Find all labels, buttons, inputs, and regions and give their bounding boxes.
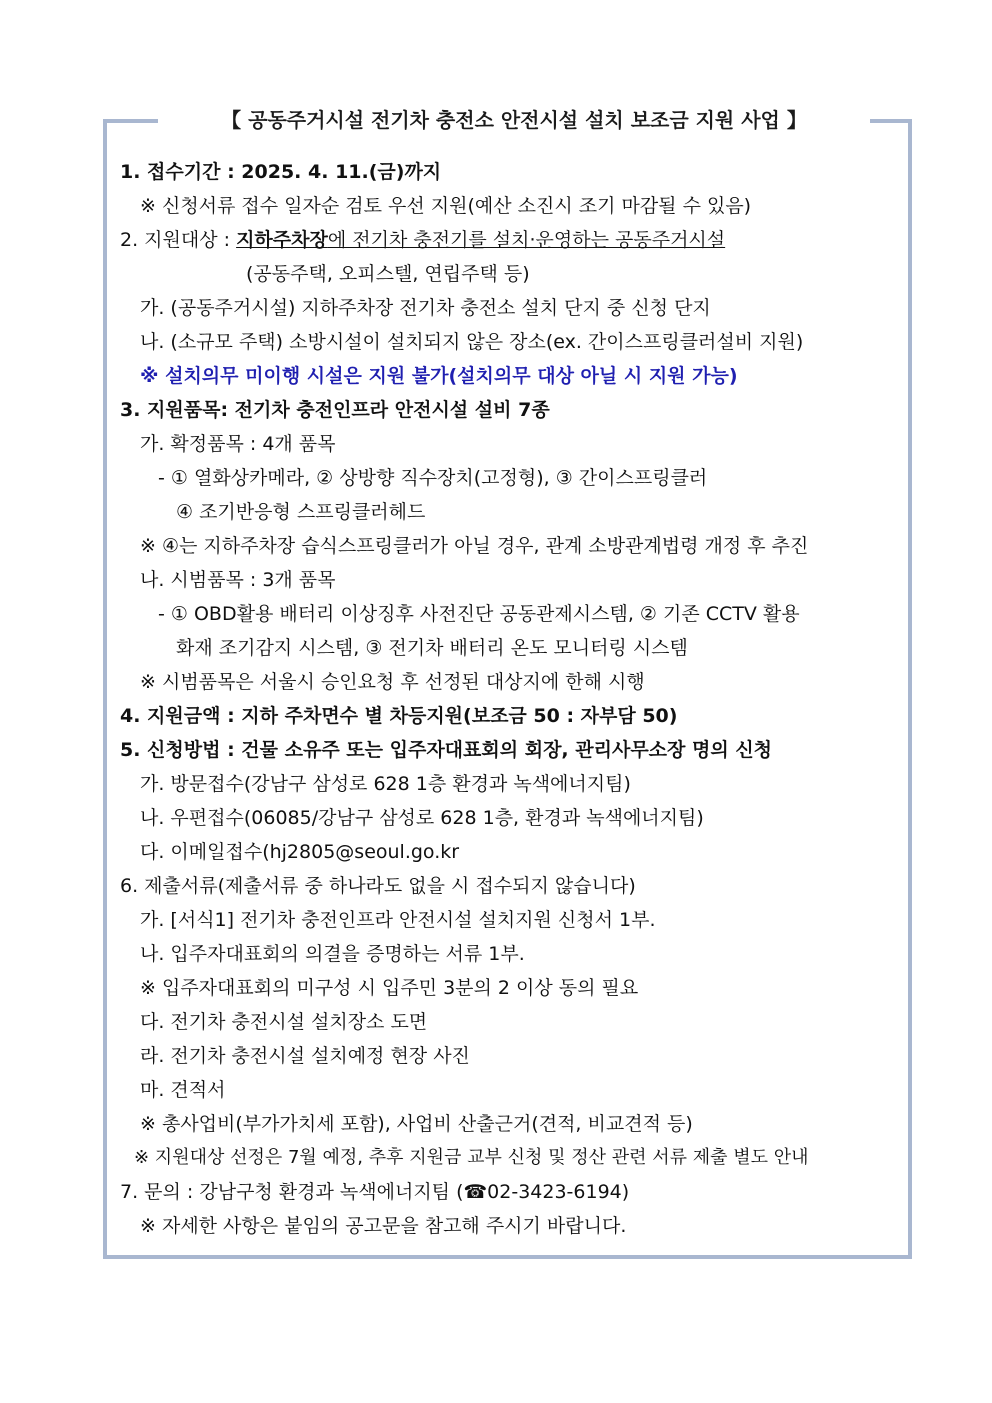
doc-application: 가. [서식1] 전기차 충전인프라 안전시설 설치지원 신청서 1부. [140,909,656,931]
doc-resolution: 나. 입주자대표회의 의결을 증명하는 서류 1부. [140,943,525,965]
section-2-types: (공동주택, 오피스텔, 연립주택 등) [246,263,530,285]
doc-quote: 마. 견적서 [140,1079,226,1101]
section-2-item-ga: 가. (공동주거시설) 지하주차장 전기차 충전소 설치 단지 중 신청 단지 [140,297,711,319]
section-5-method: 5. 신청방법 : 건물 소유주 또는 입주자대표회의 회장, 관리사무소장 명의 신청 [120,739,773,761]
section-7-contact: 7. 문의 : 강남구청 환경과 녹색에너지팀 (☎02-3423-6194) [120,1181,630,1203]
section-6-documents: 6. 제출서류(제출서류 중 하나라도 없을 시 접수되지 않습니다) [120,875,636,897]
doc-photo: 라. 전기차 충전시설 설치예정 현장 사진 [140,1045,470,1067]
section-2-target [120,228,725,252]
notice-title: 【 공동주거시설 전기차 충전소 안전시설 설치 보조금 지원 사업 】 [158,101,870,139]
section-2-label: 2. 지원대상 : [120,229,237,251]
confirmed-items-2: ④ 조기반응형 스프링클러헤드 [176,501,426,523]
method-mail: 나. 우편접수(06085/강남구 삼성로 628 1층, 환경과 녹색에너지팀) [140,807,704,829]
note-pilot: ※ 시범품목은 서울시 승인요청 후 선정된 대상지에 한해 시행 [140,671,645,693]
note-selection: ※ 지원대상 선정은 7월 예정, 추후 지원금 교부 신청 및 정산 관련 서류 제출 별도 안내 [134,1147,809,1168]
note-consent: ※ 입주자대표회의 미구성 시 입주민 3분의 2 이상 동의 필요 [140,977,639,999]
pilot-items-1: - ① OBD활용 배터리 이상징후 사전진단 공동관제시스템, ② 기존 CCTV 활용 [158,603,800,625]
doc-drawing: 다. 전기차 충전시설 설치장소 도면 [140,1011,428,1033]
section-3-pilot: 나. 시범품목 : 3개 품목 [140,569,336,591]
note-order: ※ 신청서류 접수 일자순 검토 우선 지원(예산 소진시 조기 마감될 수 있음) [140,195,752,217]
section-2-highlight: 지하주차장 [236,229,328,251]
note-cost: ※ 총사업비(부가가치세 포함), 사업비 산출근거(견적, 비교견적 등) [140,1113,693,1135]
method-visit: 가. 방문접수(강남구 삼성로 628 1층 환경과 녹색에너지팀) [140,773,631,795]
note-reference: ※ 자세한 사항은 붙임의 공고문을 참고해 주시기 바랍니다. [140,1215,627,1237]
section-2-item-na: 나. (소규모 주택) 소방시설이 설치되지 않은 장소(ex. 간이스프링클러설비 지원) [140,331,804,353]
section-3-items: 3. 지원품목: 전기차 충전인프라 안전시설 설비 7종 [120,399,550,421]
section-3-confirmed: 가. 확정품목 : 4개 품목 [140,433,336,455]
confirmed-items-1: - ① 열화상카메라, ② 상방향 직수장치(고정형), ③ 간이스프링클러 [158,467,708,489]
section-4-amount: 4. 지원금액 : 지하 주차면수 별 차등지원(보조금 50 : 자부담 50) [120,705,678,727]
method-email: 다. 이메일접수(hj2805@seoul.go.kr [140,841,460,863]
pilot-items-2: 화재 조기감지 시스템, ③ 전기차 배터리 온도 모니터링 시스템 [176,637,688,659]
section-1-period: 1. 접수기간 : 2025. 4. 11.(금)까지 [120,161,442,183]
section-2-rest: 에 전기차 충전기를 설치·운영하는 공동주거시설 [327,229,726,251]
note-sprinkler: ※ ④는 지하주차장 습식스프링클러가 아닐 경우, 관계 소방관계법령 개정 후 추진 [140,535,809,557]
note-ineligible: ※ 설치의무 미이행 시설은 지원 불가(설치의무 대상 아닐 시 지원 가능) [140,365,738,387]
